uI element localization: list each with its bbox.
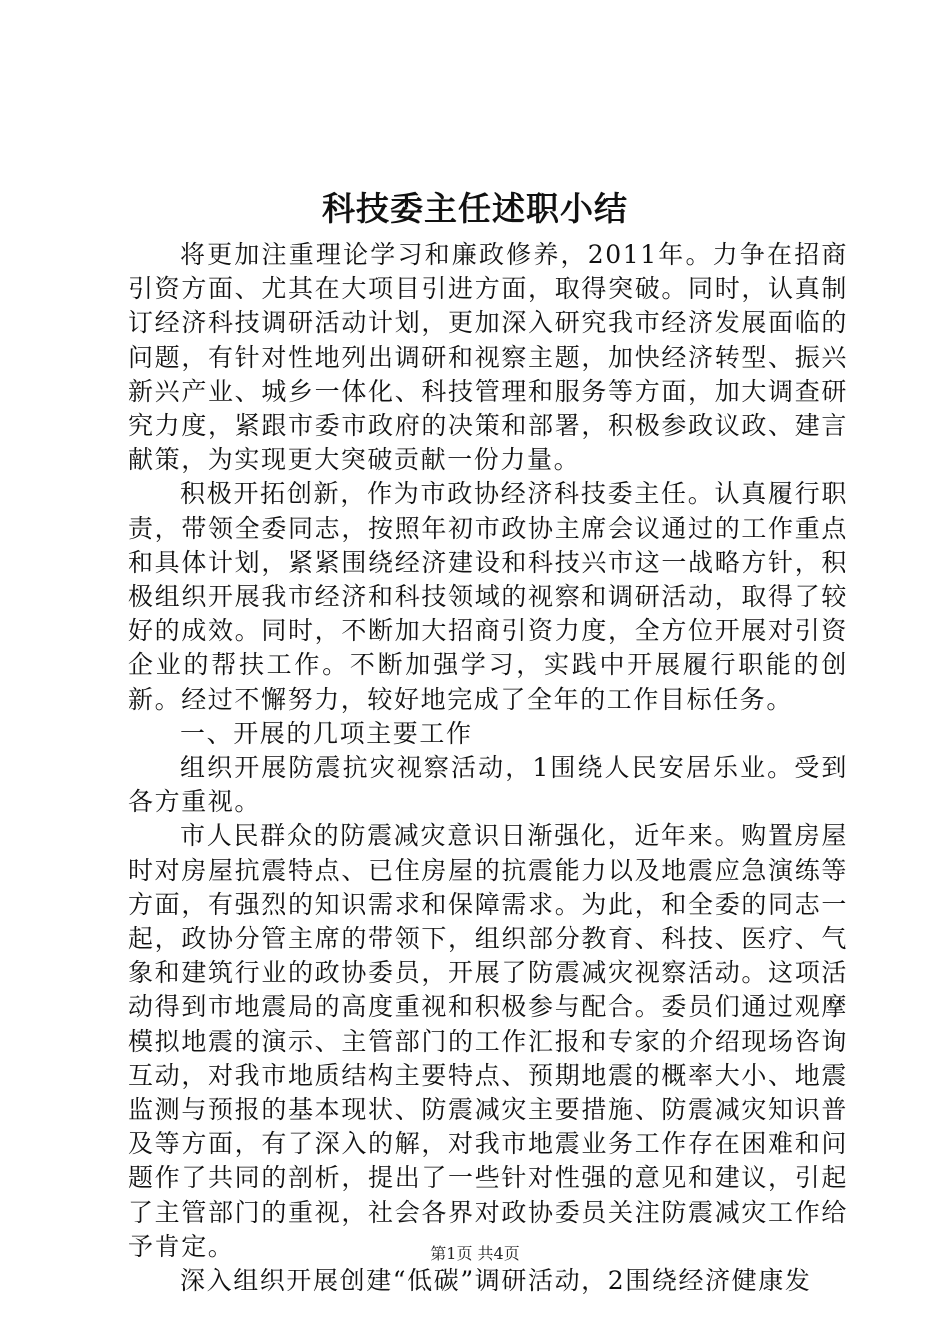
paragraph: 组织开展防震抗灾视察活动，1围绕人民安居乐业。受到各方重视。: [128, 753, 848, 817]
document-title: 科技委主任述职小结: [322, 189, 628, 228]
document-body: [128, 238, 848, 1298]
paragraph: 将更加注重理论学习和廉政修养，2011年。力争在招商引资方面、尤其在大项目引进方面，取得突破。同时，认真制订经济科技调研活动计划，更加深入研究我市经济发展面临的问题，有针对性地列出调研和视察主题，加快经济转型、振兴新兴产业、城乡一体化、科技管理和服务等方面，加大调查研究力度，紧跟市委市政府的决策和部署，积极参政议政、建言献策，为实现更大突破贡献一份力量。: [128, 240, 848, 475]
section-heading: 一、开展的几项主要工作: [180, 718, 473, 748]
page-footer: 第1页 共4页: [430, 1244, 520, 1263]
paragraph: 深入组织开展创建“低碳”调研活动，2围绕经济健康发: [180, 1266, 812, 1296]
paragraph: 积极开拓创新，作为市政协经济科技委主任。认真履行职责，带领全委同志，按照年初市政协主席会议通过的工作重点和具体计划，紧紧围绕经济建设和科技兴市这一战略方针，积极组织开展我市经济和科技领域的视察和调研活动，取得了较好的成效。同时，不断加大招商引资力度，全方位开展对引资企业的帮扶工作。不断加强学习，实践中开展履行职能的创新。经过不懈努力，较好地完成了全年的工作目标任务。: [128, 479, 848, 714]
paragraph: 市人民群众的防震减灾意识日渐强化，近年来。购置房屋时对房屋抗震特点、已住房屋的抗震能力以及地震应急演练等方面，有强烈的知识需求和保障需求。为此，和全委的同志一起，政协分管主席的带领下，组织部分教育、科技、医疗、气象和建筑行业的政协委员，开展了防震减灾视察活动。这项活动得到市地震局的高度重视和积极参与配合。委员们通过观摩模拟地震的演示、主管部门的工作汇报和专家的介绍现场咨询互动，对我市地质结构主要特点、预期地震的概率大小、地震监测与预报的基本现状、防震减灾主要措施、防震减灾知识普及等方面，有了深入的解，对我市地震业务工作存在困难和问题作了共同的剖析，提出了一些针对性强的意见和建议，引起了主管部门的重视，社会各界对政协委员关注防震减灾工作给予肯定。: [128, 821, 848, 1261]
